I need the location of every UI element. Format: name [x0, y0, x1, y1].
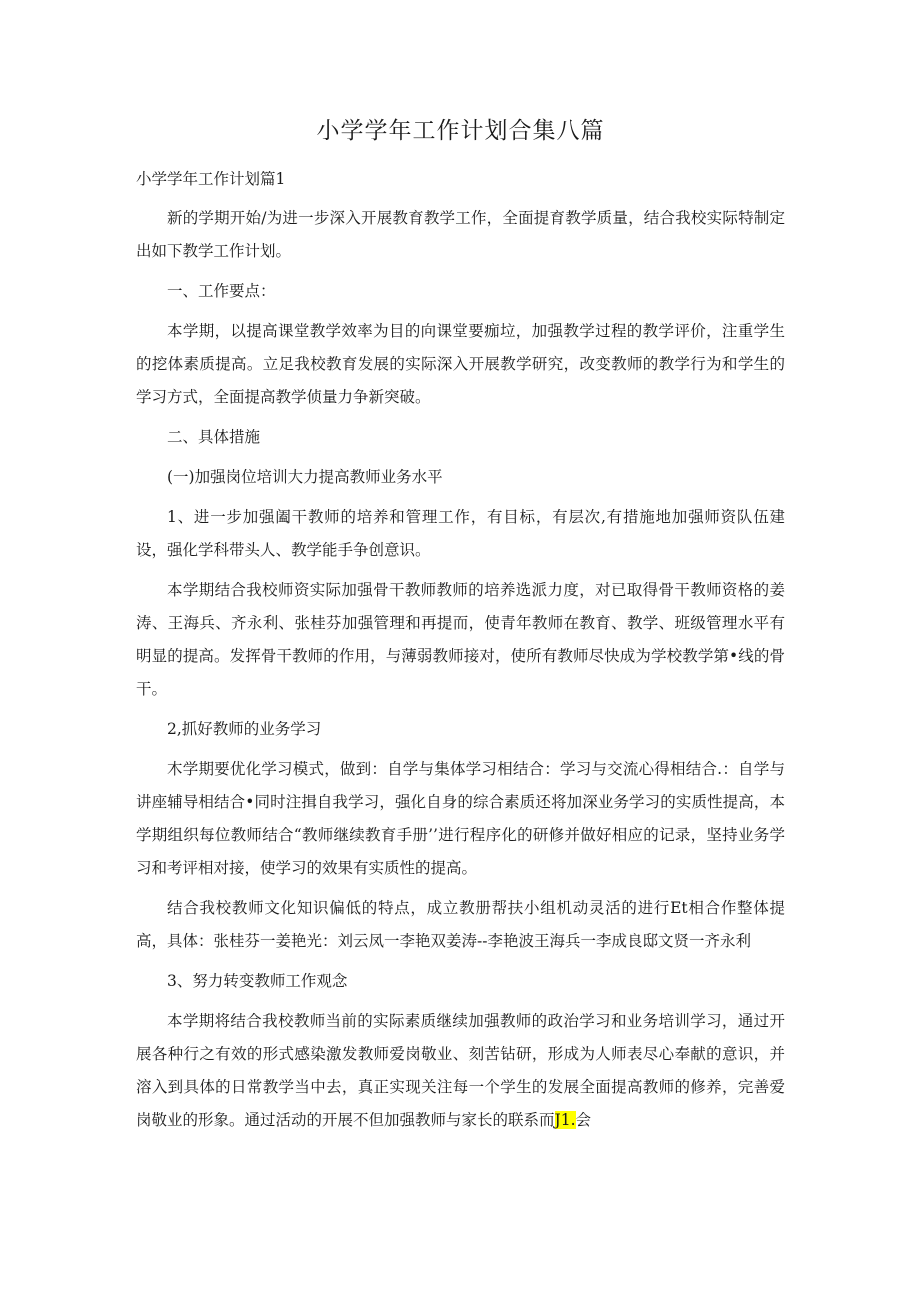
paragraph: 1、进一步加强阖干教师的培养和管理工作，有目标，有层次,有措施地加强师资队伍建设，强化学科带头人、教学能手争创意识。 [136, 508, 785, 559]
heading-measures: 二、具体措施 [167, 428, 261, 446]
paragraph: 新的学期开始/为进一步深入开展教育教学工作，全面提育教学质量，结合我校实际特制定出如下教学工作计划。 [136, 209, 785, 260]
paragraph-last [136, 1005, 785, 1137]
heading-work-concept: 3、努力转变教师工作观念 [167, 972, 348, 990]
section-heading: 小学学年工作计划篇1 [136, 170, 286, 188]
paragraph: 本学期，以提高课堂教学效率为目的向课堂要痂垃，加强教学过程的教学评价，注重学生的挖体素质提高。立足我校教育发展的实际深入开展教学研究，改变教师的教学行为和学生的学习方式，全面提高教学侦量力争新突破。 [136, 322, 785, 406]
document-title: 小学学年工作计划合集八篇 [316, 118, 605, 144]
heading-training: (一)加强岗位培训大力提高教师业务水平 [167, 468, 443, 486]
highlighted-text: J1. [554, 1111, 576, 1129]
text-segment: 会 [575, 1111, 592, 1129]
heading-business-study: 2,抓好教师的业务学习 [167, 720, 322, 738]
paragraph: 木学期要优化学习模式，做到：自学与集体学习相结合：学习与交流心得相结合.：自学与讲座辅导相结合•同时注揖自我学习，强化自身的综合素质还将加深业务学习的实质性提高，本学期组织每位教师结合“教师继续教育手册’’进行程序化的研修并做好相应的记录，坚持业务学习和考评相对接，使学习的效果有实质性的提高。 [136, 760, 785, 877]
paragraph: 结合我校教师文化知识偏低的特点，成立教册帮扶小组机动灵活的进行Et相合作整体提高，具体：张桂芬一姜艳光：刘云凤一李艳双姜涛--李艳波王海兵一李成良邸文贤一齐永利 [136, 899, 785, 950]
heading-work-points: 一、工作要点： [167, 282, 276, 300]
paragraph: 本学期结合我校师资实际加强骨干教师教师的培养选派力度，对已取得骨干教师资格的姜涛、王海兵、齐永利、张桂芬加强管理和再提而，使青年教师在教育、教学、班级管理水平有明显的提高。发挥骨干教师的作用，与薄弱教师接对，使所有教师尽快成为学校教学第•线的骨干。 [136, 581, 785, 698]
text-segment: 本学期将结合我校教师当前的实际素质继续加强教师的政治学习和业务培训学习，通过开展各种行之有效的形式感染激发教师爱岗敬业、刻苦钻研，形成为人师表尽心奉献的意识，并溶入到具体的日常教学当中去，真正实现关注每一个学生的发展全面提高教师的修养，完善爱岗敬业的形象。通过活动的开展不但加强教师与家长的联系而 [136, 1012, 785, 1129]
